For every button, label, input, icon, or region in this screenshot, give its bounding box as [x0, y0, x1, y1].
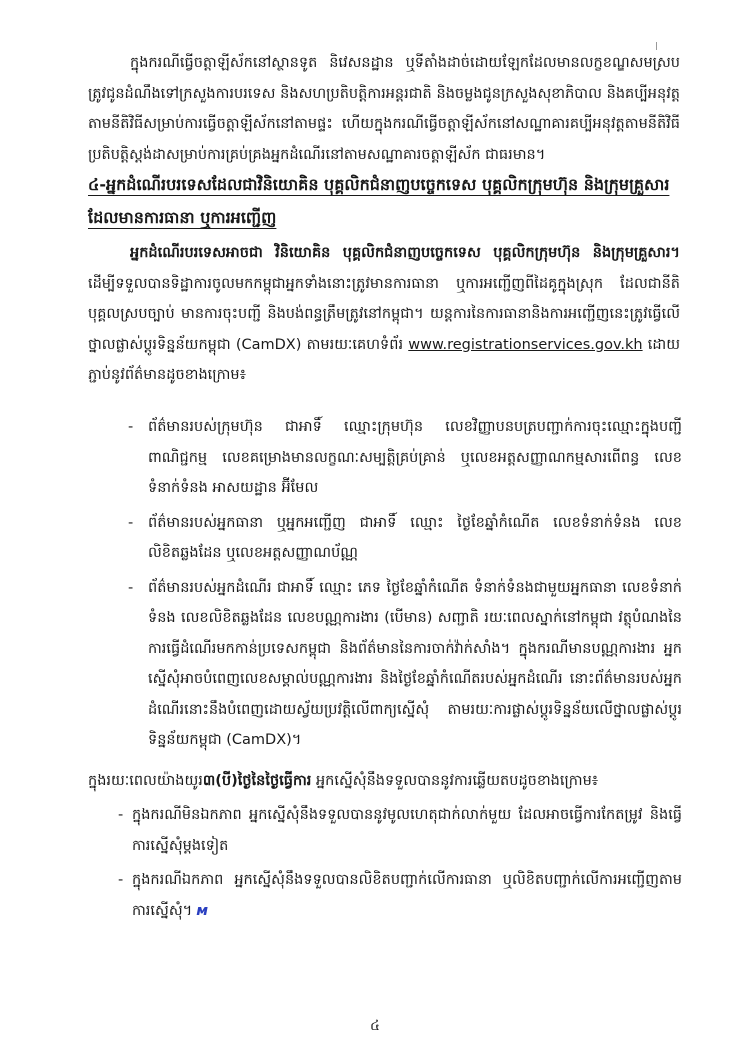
response-list [88, 800, 682, 930]
paragraph-intro: ក្នុងករណីធ្វើចត្តាឡីស័កនៅស្ថានទូត និវេសនដ្ឋាន ឬទីតាំងដាច់ដោយឡែកដែលមានលក្ខខណ្ឌសមស្រប ត្រូវជូនដំណឹងទៅក្រសួងការបរទេស និងសហប្រតិបត្តិការអន្តរជាតិ និងចម្លងជូនក្រសួងសុខាភិបាល និងគប្បីអនុវត្តតាមនីតិវិធីសម្រាប់ការធ្វើចត្តាឡីស័កនៅតាមផ្ទះ ហើយក្នុងករណីធ្វើចត្តាឡីស័កនៅសណ្ឋាគារគប្បីអនុវត្តតាមនីតិវិធីប្រតិបត្តិស្តង់ដាសម្រាប់ការគ្រប់គ្រងអ្នកដំណើរនៅតាមសណ្ឋាគារចត្តាឡីស័ក ជាធរមាន។ [88, 55, 680, 163]
list-item-text: ក្នុងករណីមិនឯកភាព អ្នកស្នើសុំនឹងទទួលបាននូវមូលហេតុជាក់លាក់មួយ ដែលអាចធ្វើការកែតម្រូវ និងធ្វើការស្នើសុំម្តងទៀត [132, 807, 682, 854]
list-item [88, 800, 682, 861]
response-intro-tail: អ្នកស្នើសុំនឹងទទួលបាននូវការឆ្លើយតបដូចខាងក្រោម៖ [311, 773, 599, 789]
response-intro [88, 766, 680, 797]
response-intro-text: ក្នុងរយៈពេលយ៉ាងយូរ [88, 773, 203, 789]
page-number: ៤ [370, 1018, 380, 1034]
list-item [88, 508, 682, 569]
bullet-dash: - [128, 419, 134, 435]
section-body-tail: ដោយភ្ជាប់នូវព័ត៌មានដូចខាងក្រោម៖ [88, 336, 680, 383]
info-list [88, 412, 682, 760]
list-item-text: ព័ត៌មានរបស់ក្រុមហ៊ុន ជាអាទិ៍ ឈ្មោះក្រុមហ៊ុន លេខវិញ្ញាបនបត្របញ្ជាក់ការចុះឈ្មោះក្នុងបញ្ជីពាណិជ្ជកម្ម លេខគម្រោងមានលក្ខណៈសម្បត្តិគ្រប់គ្រាន់ ឬលេខអត្តសញ្ញាណកម្មសារពើពន្ធ លេខទំនាក់ទំនង អាសយដ្ឋាន អ៊ីមែល [148, 419, 682, 496]
initial-mark: ᴍ [196, 902, 209, 919]
response-deadline: ៣(បី)ថ្ងៃនៃថ្ងៃធ្វើការ [202, 773, 312, 789]
bullet-dash: - [128, 579, 134, 596]
section-body [88, 238, 680, 391]
list-item-text: ក្នុងករណីឯកភាព អ្នកស្នើសុំនឹងទទួលបានលិខិតបញ្ជាក់លើការធានា ឬលិខិតបញ្ជាក់លើការអញ្ជើញតាមការស្នើសុំ។ [132, 872, 682, 919]
list-item-text: ព័ត៌មានរបស់អ្នកធានា ឬអ្នកអញ្ជើញ ជាអាទិ៍ ឈ្មោះ ថ្ងៃខែឆ្នាំកំណើត លេខទំនាក់ទំនង លេខលិខិតឆ្លងដែន ឬលេខអត្តសញ្ញាណប័ណ្ណ [148, 514, 682, 561]
list-item [88, 865, 682, 926]
bullet-dash: - [118, 872, 124, 888]
list-item [88, 412, 682, 504]
list-item [88, 573, 682, 756]
bullet-dash: - [128, 514, 134, 531]
section-heading: ៤-អ្នកដំណើរបរទេសដែលជាវិនិយោគិន បុគ្គលិកជំនាញបច្ចេកទេស បុគ្គលិកក្រុមហ៊ុន និងក្រុមគ្រួសារដែលមានការធានា ឬការអញ្ជើញ [88, 175, 670, 227]
section-body-text: ដើម្បីទទួលបានទិដ្ឋាការចូលមកកម្ពុជាអ្នកទាំងនោះត្រូវមានការធានា ឬការអញ្ជើញពីដៃគូក្នុងស្រុក ដែលជានីតិបុគ្គលស្របច្បាប់ មានការចុះបញ្ជី និងបង់ពន្ធត្រឹមត្រូវនៅកម្ពុជា។ យន្តការនៃការធានានិងការអញ្ជើញនេះត្រូវធ្វើលើថ្នាលផ្លាស់ប្តូរទិន្នន័យកម្ពុជា (CamDX) តាមរយៈគេហទំព័រ [88, 275, 680, 353]
registration-link[interactable]: www.registrationservices.gov.kh [408, 336, 643, 353]
bullet-dash: - [118, 807, 124, 823]
section-lead: អ្នកដំណើរបរទេសអាចជា វិនិយោគិន បុគ្គលិកជំនាញបច្ចេកទេស បុគ្គលិកក្រុមហ៊ុន និងក្រុមគ្រួសារ។ [130, 245, 680, 261]
list-item-text: ព័ត៌មានរបស់អ្នកដំណើរ ជាអាទិ៍ ឈ្មោះ ភេទ ថ្ងៃខែឆ្នាំកំណើត ទំនាក់ទំនងជាមួយអ្នកធានា លេខទំនាក់ទំនង លេខលិខិតឆ្លងដែន លេខបណ្ណការងារ (បើមាន) សញ្ជាតិ រយៈពេលស្នាក់នៅកម្ពុជា វត្ថុបំណងនៃការធ្វើដំណើរមកកាន់ប្រទេសកម្ពុជា និងព័ត៌មាននៃការចាក់វ៉ាក់សាំង។ ក្នុងករណីមានបណ្ណការងារ អ្នកស្នើសុំអាចបំពេញលេខសម្គាល់បណ្ណការងារ និងថ្ងៃខែឆ្នាំកំណើតរបស់អ្នកដំណើរ នោះព័ត៌មានរបស់អ្នកដំណើរនោះនឹងបំពេញដោយស្វ័យប្រវត្តិលើពាក្យស្នើសុំ តាមរយៈការផ្លាស់ប្តូរទិន្នន័យលើថ្នាលផ្លាស់ប្តូរទិន្នន័យកម្ពុជា (CamDX)។ [148, 579, 682, 748]
